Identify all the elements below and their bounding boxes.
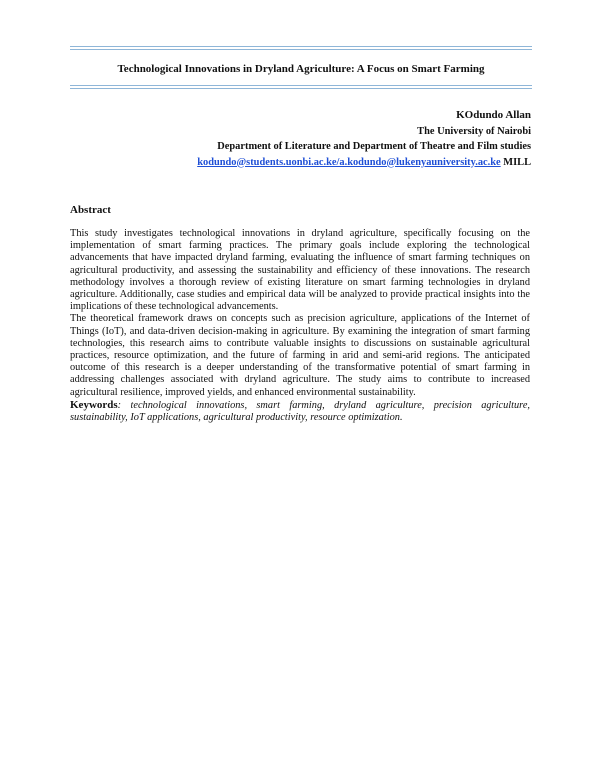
author-email-line bbox=[69, 155, 531, 171]
paper-title: Technological Innovations in Dryland Agriculture: A Focus on Smart Farming bbox=[117, 63, 485, 75]
header-rule-bottom bbox=[70, 85, 532, 89]
author-department: Department of Literature and Department of Theatre and Film studies bbox=[217, 141, 531, 152]
keywords-paragraph bbox=[70, 399, 530, 424]
abstract-heading: Abstract bbox=[70, 204, 111, 216]
abstract-paragraph-2: The theoretical framework draws on concepts such as precision agriculture, applications of the Internet of Things (IoT), and data-driven decision-making in agriculture. By examining the integration of smart farming technologies, this research aims to contribute valuable insights to discussions on sustainable agricultural practices, resource optimization, and the future of farming in arid and semi-arid regions. The anticipated outcome of this research is a deeper understanding of the transformative potential of smart farming in addressing challenges associated with dryland agriculture. The study aims to contribute to increased agricultural resilience, improved yields, and enhanced environmental sustainability. bbox=[70, 313, 530, 398]
abstract-paragraph-1: This study investigates technological innovations in dryland agriculture, specifically focusing on the implementation of smart farming practices. The primary goals include exploring the technological advancements that have impacted dryland farming, evaluating the influence of smart farming techniques on agricultural productivity, and assessing the sustainability and efficiency of these innovations. The research methodology involves a thorough review of existing literature on smart farming technologies in dryland agriculture. Additionally, case studies and empirical data will be analyzed to provide practical insights into the implications of these technological advancements. bbox=[70, 228, 530, 313]
abstract-body bbox=[70, 228, 530, 424]
email-suffix: MILL bbox=[503, 156, 531, 168]
keywords-list: : technological innovations, smart farming, dryland agriculture, precision agriculture, sustainability, IoT applications, agricultural productivity, resource optimization. bbox=[70, 399, 530, 424]
header-rule-top bbox=[70, 46, 532, 50]
keywords-label: Keywords bbox=[70, 398, 118, 411]
author-email-link[interactable]: kodundo@students.uonbi.ac.ke/a.kodundo@lukenyauniversity.ac.ke bbox=[197, 156, 501, 168]
author-block bbox=[69, 108, 531, 170]
author-affiliation: The University of Nairobi bbox=[417, 125, 531, 137]
author-name: KOdundo Allan bbox=[456, 109, 531, 121]
